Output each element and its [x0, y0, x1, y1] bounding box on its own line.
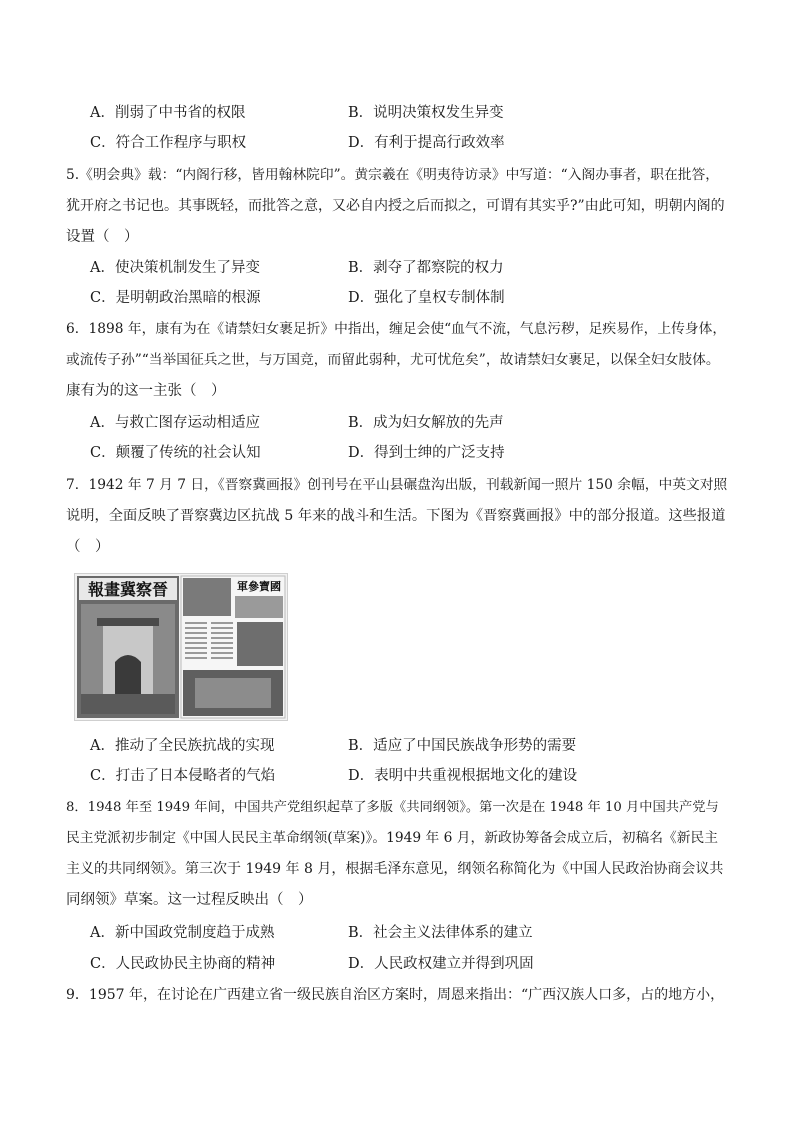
- pictorial-newspaper-illustration: [75, 574, 287, 720]
- q7-option-d[interactable]: D．表明中共重视根据地文化的建设: [348, 768, 578, 784]
- q8-stem-line: 同纲领》草案。这一过程反映出（ ）: [66, 892, 313, 908]
- q4-option-a[interactable]: A．削弱了中书省的权限: [90, 105, 246, 121]
- q8-stem: [66, 792, 728, 916]
- q4-option-d[interactable]: D．有利于提高行政效率: [348, 135, 505, 151]
- q7-option-b[interactable]: B．适应了中国民族战争形势的需要: [348, 738, 577, 754]
- q7-option-a[interactable]: A．推动了全民族抗战的实现: [90, 738, 275, 754]
- right-photo-bottom-detail: [195, 678, 271, 708]
- q8-options-row-2: [90, 949, 710, 979]
- q6-option-b[interactable]: B．成为妇女解放的先声: [348, 415, 504, 431]
- q8-option-a[interactable]: A．新中国政党制度趋于成熟: [90, 925, 275, 941]
- q7-option-c[interactable]: C．打击了日本侵略者的气焰: [90, 768, 276, 784]
- q5-stem-line: 5.《明会典》载：“内阁行移，皆用翰林院印”。黄宗羲在《明夷待访录》中写道：“入阁办事者，职在批答，: [66, 167, 719, 183]
- q7-stem: [66, 470, 728, 563]
- q7-stem-line: 7．1942 年 7 月 7 日，《晋察冀画报》创刊号在平山县碾盘沟出版，刊载新闻一照片 150 余幅，中英文对照: [66, 477, 728, 493]
- right-photo-small: [235, 596, 283, 618]
- q4-options-row-2: [90, 128, 710, 158]
- q8-option-b[interactable]: B．社会主义法律体系的建立: [348, 925, 533, 941]
- q6-stem-line: 康有为的这一主张（ ）: [66, 383, 226, 399]
- crowd: [81, 694, 175, 714]
- q6-option-d[interactable]: D．得到士绅的广泛支持: [348, 445, 505, 461]
- q5-stem-line: 设置（ ）: [66, 229, 139, 245]
- q4-option-b[interactable]: B．说明决策权发生异变: [348, 105, 504, 121]
- q5-option-d[interactable]: D．强化了皇权专制体制: [348, 290, 505, 306]
- q5-option-c[interactable]: C．是明朝政治黑暗的根源: [90, 290, 261, 306]
- q6-option-a[interactable]: A．与救亡图存运动相适应: [90, 415, 260, 431]
- q7-stem-line: 说明，全面反映了晋察冀边区抗战 5 年来的战斗和生活。下图为《晋察冀画报》中的部分报道。这些报道: [66, 508, 726, 524]
- q4-option-c[interactable]: C．符合工作程序与职权: [90, 135, 247, 151]
- q7-stem-line: （ ）: [66, 539, 110, 555]
- pictorial-newspaper-image: [74, 573, 288, 721]
- q5-options-row-1: [90, 253, 710, 283]
- q9-stem: [66, 980, 728, 1011]
- q8-options-row-1: [90, 918, 710, 948]
- q4-options-row-1: [90, 98, 710, 128]
- q9-stem-line: 9．1957 年，在讨论在广西建立省一级民族自治区方案时，周恩来指出：“广西汉族人口多，占的地方小，: [66, 987, 725, 1003]
- q6-stem: [66, 314, 728, 407]
- q6-option-c[interactable]: C．颠覆了传统的社会认知: [90, 445, 261, 461]
- q8-stem-line: 民主党派初步制定《中国人民民主革命纲领(草案)》。1949 年 6 月，新政协筹备会成立后，初稿名《新民主: [66, 830, 718, 846]
- gate-roof: [97, 618, 159, 626]
- right-masthead-text: 軍參寶國: [237, 580, 281, 593]
- right-photo-top: [183, 578, 231, 616]
- q8-option-c[interactable]: C．人民政协民主协商的精神: [90, 956, 276, 972]
- q7-options-row-1: [90, 731, 710, 761]
- q5-stem-line: 犹开府之书记也。其事既轻，而批答之意，又必自内授之后而拟之，可谓有其实乎?”由此可知，明朝内阁的: [66, 198, 725, 214]
- right-photo-middle: [237, 622, 283, 666]
- q6-stem-line: 6．1898 年，康有为在《请禁妇女裹足折》中指出，缠足会使“血气不流，气息污秽，足疾易作，上传身体，: [66, 321, 727, 337]
- q7-options-row-2: [90, 761, 710, 791]
- q5-option-b[interactable]: B．剥夺了都察院的权力: [348, 260, 504, 276]
- left-masthead-text: 報畫冀察晉: [87, 580, 169, 599]
- q5-option-a[interactable]: A．使决策机制发生了异变: [90, 260, 260, 276]
- q5-stem: [66, 160, 728, 253]
- gate-arch: [115, 655, 141, 694]
- q6-options-row-2: [90, 438, 710, 468]
- q8-option-d[interactable]: D．人民政权建立并得到巩固: [348, 956, 534, 972]
- q8-stem-line: 8．1948 年至 1949 年间，中国共产党组织起草了多版《共同纲领》。第一次是在 1948 年 10 月中国共产党与: [66, 800, 719, 815]
- q8-stem-line: 主义的共同纲领》。第三次于 1949 年 8 月，根据毛泽东意见，纲领名称简化为《中国人民政治协商会议共: [66, 861, 724, 877]
- q5-options-row-2: [90, 283, 710, 313]
- q6-options-row-1: [90, 408, 710, 438]
- q6-stem-line: 或流传子孙”“当举国征兵之世，与万国竞，而留此弱种，尤可忧危矣”，故请禁妇女裹足，以保全妇女肢体。: [66, 352, 720, 368]
